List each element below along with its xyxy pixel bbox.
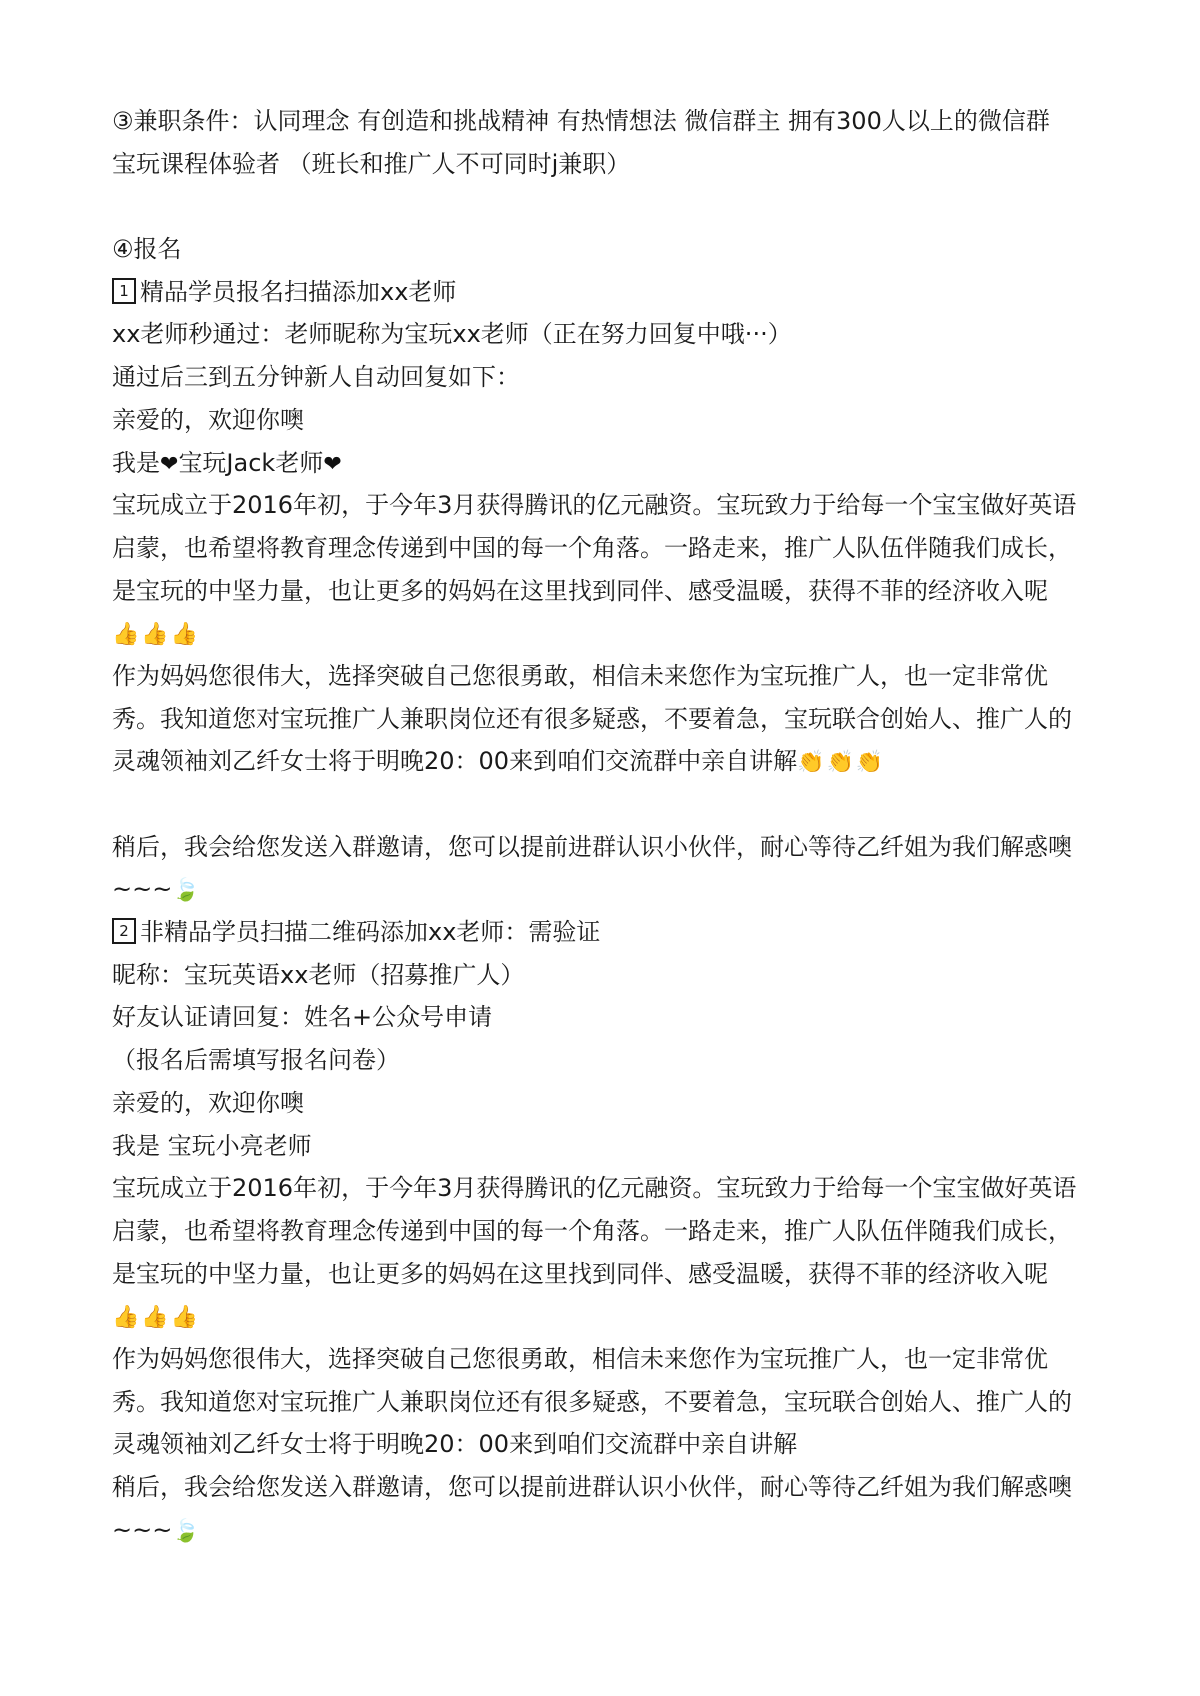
item2-p2-l1: 作为妈妈您很伟大，选择突破自己您很勇敢，相信未来您作为宝玩推广人，也一定非常优	[112, 1344, 1048, 1373]
spacer	[112, 185, 1102, 228]
item2-greet: 亲爱的，欢迎你噢	[112, 1088, 304, 1117]
item1-iam-line	[112, 442, 1102, 485]
item2-p2-l3: 灵魂领袖刘乙纤女士将于明晚20：00来到咱们交流群中亲自讲解	[112, 1430, 798, 1459]
item1-iam-name: 宝玩Jack老师	[178, 448, 324, 477]
thumbs-up-icon: 👍👍👍	[112, 622, 201, 648]
sec3-line1: ③兼职条件：认同理念 有创造和挑战精神 有热情想法 微信群主 拥有300人以上的微信群	[112, 107, 1050, 135]
item2-note: （报名后需填写报名问卷）	[112, 1046, 400, 1075]
item1-p3-l2: ~~~	[112, 875, 173, 904]
item1-p2-l1: 作为妈妈您很伟大，选择突破自己您很勇敢，相信未来您作为宝玩推广人，也一定非常优	[112, 661, 1048, 690]
leaf-icon: 🍃	[172, 878, 200, 904]
item1-p2-l3: 灵魂领袖刘乙纤女士将于明晚20：00来到咱们交流群中亲自讲解	[112, 747, 798, 776]
sec4-heading: ④报名	[112, 235, 182, 264]
item2-iam: 我是 宝玩小亮老师	[112, 1131, 312, 1160]
thumbs-up-icon: 👍👍👍	[112, 1305, 201, 1331]
heart-icon: ❤	[323, 451, 342, 477]
item1-title: 精品学员报名扫描添加xx老师	[140, 277, 457, 306]
item1-p1-l1: 宝玩成立于2016年初，于今年3月获得腾讯的亿元融资。宝玩致力于给每一个宝宝做好英语	[112, 491, 1077, 520]
item1-p3-l2-line	[112, 868, 1102, 911]
spacer	[112, 783, 1102, 826]
number-box-1: 1	[112, 278, 136, 304]
sec3-line2: 宝玩课程体验者 （班长和推广人不可同时j兼职）	[112, 149, 631, 178]
item1-pass: xx老师秒通过：老师昵称为宝玩xx老师（正在努力回复中哦···）	[112, 320, 792, 349]
document-page	[112, 100, 1102, 1551]
item2-p1-l2: 启蒙，也希望将教育理念传递到中国的每一个角落。一路走来，推广人队伍伴随我们成长，	[112, 1216, 1072, 1245]
item2-p1-l3: 是宝玩的中坚力量，也让更多的妈妈在这里找到同伴、感受温暖，获得不菲的经济收入呢	[112, 1259, 1048, 1288]
item1-thumbs	[112, 612, 1102, 655]
item2-p2-l2: 秀。我知道您对宝玩推广人兼职岗位还有很多疑惑，不要着急，宝玩联合创始人、推广人的	[112, 1387, 1072, 1416]
item1-p1-l2: 启蒙，也希望将教育理念传递到中国的每一个角落。一路走来，推广人队伍伴随我们成长，	[112, 533, 1072, 562]
item2-thumbs	[112, 1295, 1102, 1338]
item2-verify: 好友认证请回复：姓名+公众号申请	[112, 1003, 493, 1032]
item2-title: 非精品学员扫描二维码添加xx老师：需验证	[140, 918, 601, 947]
item1-iam-pre: 我是	[112, 448, 160, 477]
leaf-icon: 🍃	[172, 1518, 200, 1544]
item1-after: 通过后三到五分钟新人自动回复如下：	[112, 363, 520, 392]
item2-title-line	[112, 911, 1102, 954]
item2-p1-l1: 宝玩成立于2016年初，于今年3月获得腾讯的亿元融资。宝玩致力于给每一个宝宝做好英语	[112, 1174, 1077, 1203]
item2-p3-l1: 稍后，我会给您发送入群邀请，您可以提前进群认识小伙伴，耐心等待乙纤姐为我们解惑噢	[112, 1473, 1072, 1501]
item1-p2-l2: 秀。我知道您对宝玩推广人兼职岗位还有很多疑惑，不要着急，宝玩联合创始人、推广人的	[112, 704, 1072, 733]
heart-icon: ❤	[160, 451, 179, 477]
item1-greet: 亲爱的，欢迎你噢	[112, 405, 304, 434]
item1-p2-l3-line	[112, 740, 1102, 783]
clapping-hands-icon: 👏👏👏	[797, 750, 886, 776]
item2-p3-l2: ~~~	[112, 1515, 173, 1544]
item2-p3-l2-line	[112, 1509, 1102, 1552]
item1-p3-l1: 稍后，我会给您发送入群邀请，您可以提前进群认识小伙伴，耐心等待乙纤姐为我们解惑噢	[112, 832, 1072, 861]
number-box-2: 2	[112, 918, 136, 944]
item1-p1-l3: 是宝玩的中坚力量，也让更多的妈妈在这里找到同伴、感受温暖，获得不菲的经济收入呢	[112, 576, 1048, 605]
item2-nick: 昵称：宝玩英语xx老师（招募推广人）	[112, 960, 525, 989]
item1-title-line	[112, 271, 1102, 314]
